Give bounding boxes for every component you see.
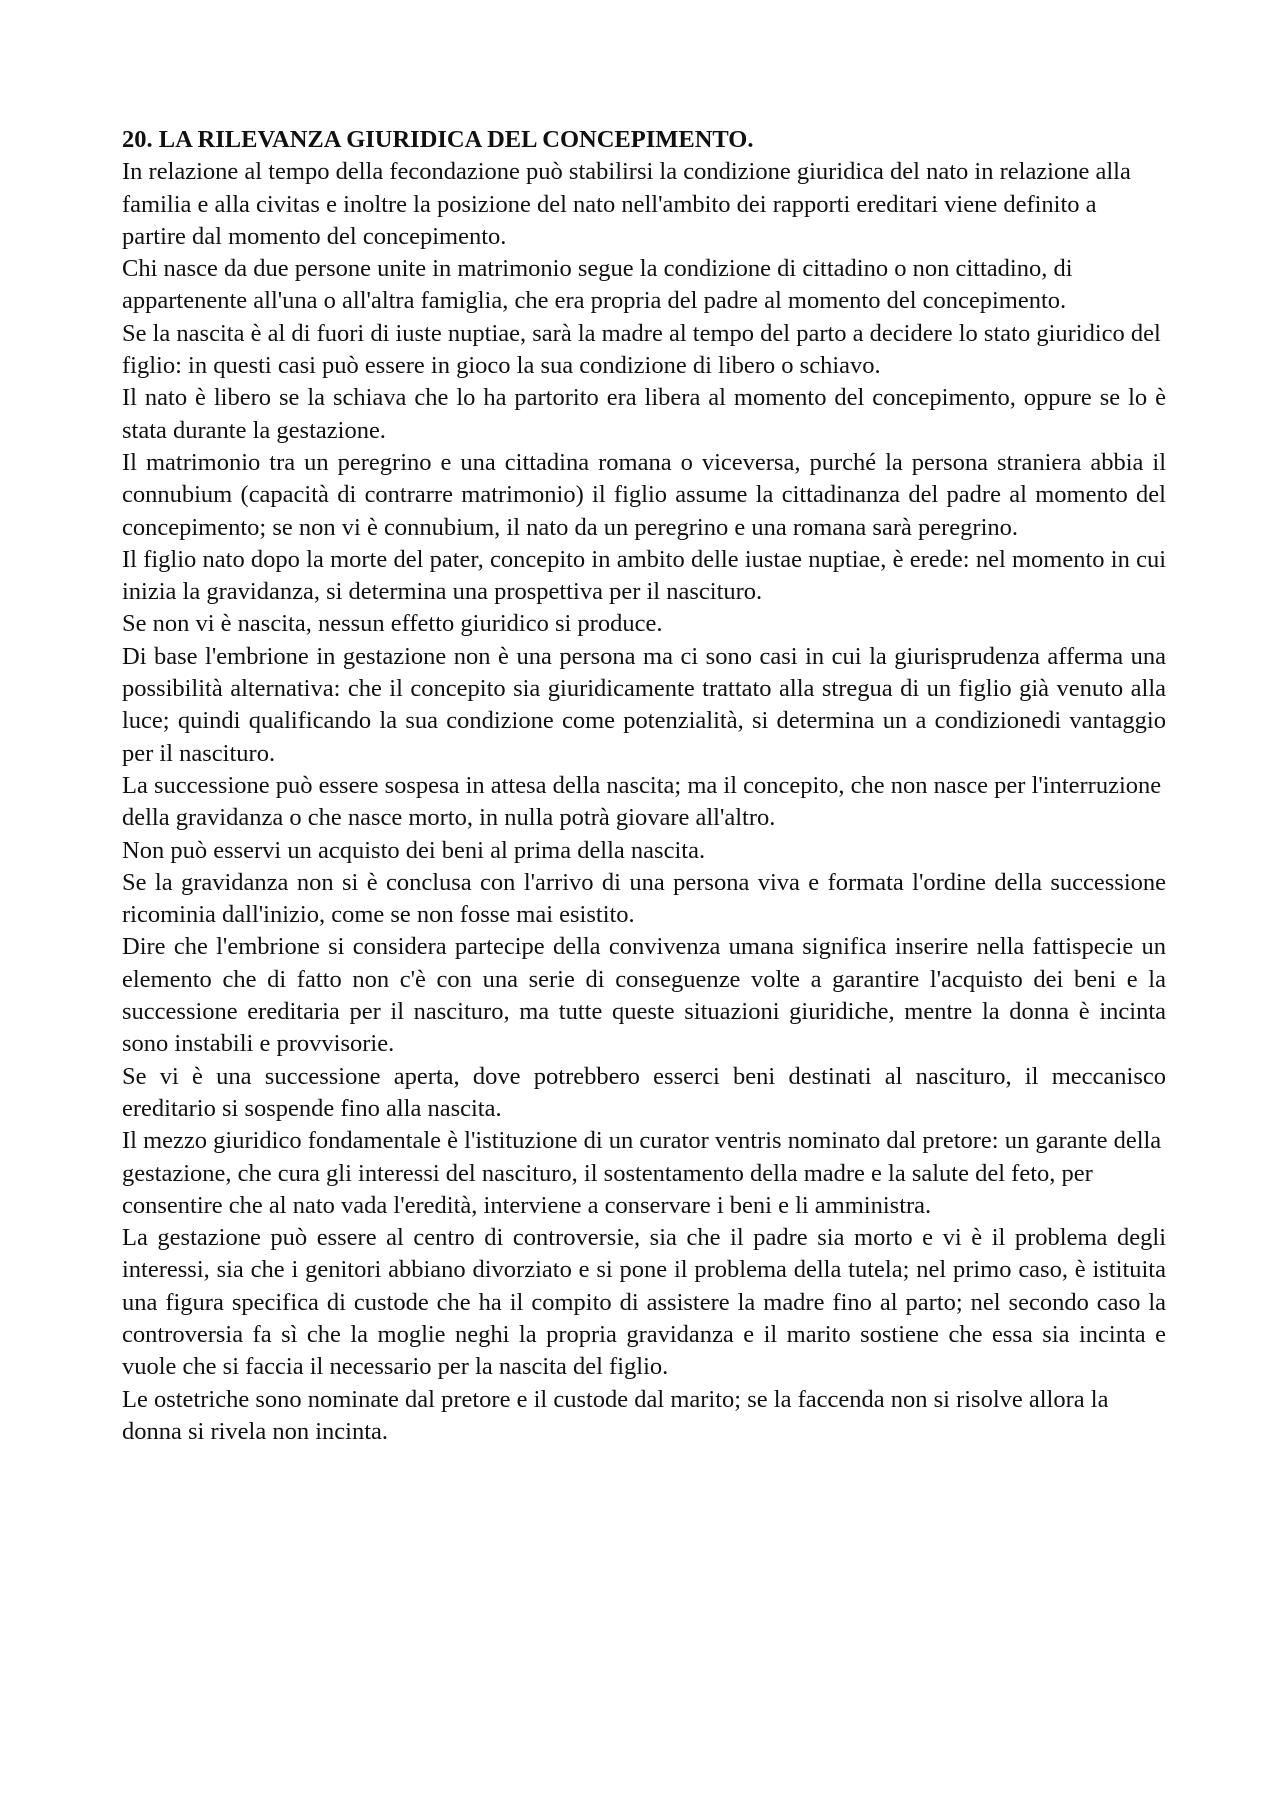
paragraph-13: Se vi è una successione aperta, dove potrebbero esserci beni destinati al nascituro, il meccanisco ereditario si sospende fino alla nascita. (122, 1062, 1166, 1122)
paragraph-5: Il matrimonio tra un peregrino e una cittadina romana o viceversa, purché la persona straniera abbia il connubium (capacità di contrarre matrimonio) il figlio assume la cittadinanza del padre al momento del concepimento; se non vi è connubium, il nato da un peregrino e una romana sarà peregrino. (122, 448, 1166, 541)
paragraph-2: Chi nasce da due persone unite in matrimonio segue la condizione di cittadino o non cittadino, di appartenente all'una o all'altra famiglia, che era propria del padre al momento del concepimento. (122, 255, 1073, 315)
paragraph-11: Se la gravidanza non si è conclusa con l'arrivo di una persona viva e formata l'ordine della successione ricominia dall'inizio, come se non fosse mai esistito. (122, 868, 1166, 929)
document-page (122, 124, 1166, 1448)
paragraph-16: Le ostetriche sono nominate dal pretore e il custode dal marito; se la faccenda non si risolve allora la donna si rivela non incinta. (122, 1385, 1109, 1445)
paragraph-15: La gestazione può essere al centro di controversie, sia che il padre sia morto e vi è il problema degli interessi, sia che i genitori abbiano divorziato e si pone il problema della tutela; nel primo caso, è istituita una figura specifica di custode che ha il compito di assistere la madre fino al parto; nel secondo caso la controversia fa sì che la moglie neghi la propria gravidanza e il marito sostiene che essa sia incinta e vuole che si faccia il necessario per la nascita del figlio. (122, 1224, 1166, 1381)
paragraph-9: La successione può essere sospesa in attesa della nascita; ma il concepito, che non nasce per l'interruzione della gravidanza o che nasce morto, in nulla potrà giovare all'altro. (122, 771, 1162, 832)
paragraph-7: Se non vi è nascita, nessun effetto giuridico si produce. (122, 610, 663, 638)
paragraph-10: Non può esservi un acquisto dei beni al prima della nascita. (122, 836, 706, 864)
paragraph-12: Dire che l'embrione si considera partecipe della convivenza umana significa inserire nella fattispecie un elemento che di fatto non c'è con una serie di conseguenze volte a garantire l'acquisto dei beni e la successione ereditaria per il nascituro, ma tutte queste situazioni giuridiche, mentre la donna è incinta sono instabili e provvisorie. (122, 933, 1166, 1058)
paragraph-8: Di base l'embrione in gestazione non è una persona ma ci sono casi in cui la giurisprudenza afferma una possibilità alternativa: che il concepito sia giuridicamente trattato alla stregua di un figlio già venuto alla luce; quindi qualificando la sua condizione come potenzialità, si determina un a condizionedi vantaggio per il nascituro. (122, 642, 1166, 767)
paragraph-6: Il figlio nato dopo la morte del pater, concepito in ambito delle iustae nuptiae, è erede: nel momento in cui inizia la gravidanza, si determina una prospettiva per il nascituro. (122, 545, 1166, 606)
section-title: 20. LA RILEVANZA GIURIDICA DEL CONCEPIMENTO. (122, 126, 754, 153)
paragraph-4: Il nato è libero se la schiava che lo ha partorito era libera al momento del concepimento, oppure se lo è stata durante la gestazione. (122, 384, 1166, 444)
paragraph-3: Se la nascita è al di fuori di iuste nuptiae, sarà la madre al tempo del parto a decidere lo stato giuridico del figlio: in questi casi può essere in gioco la sua condizione di libero o schiavo. (122, 319, 1161, 380)
paragraph-14: Il mezzo giuridico fondamentale è l'istituzione di un curator ventris nominato dal pretore: un garante della gestazione, che cura gli interessi del nascituro, il sostentamento della madre e la salute del feto, per consentire che al nato vada l'eredità, interviene a conservare i beni e li amministra. (122, 1127, 1162, 1219)
paragraph-1: In relazione al tempo della fecondazione può stabilirsi la condizione giuridica del nato in relazione alla familia e alla civitas e inoltre la posizione del nato nell'ambito dei rapporti ereditari viene definito a partire dal momento del concepimento. (122, 158, 1131, 250)
